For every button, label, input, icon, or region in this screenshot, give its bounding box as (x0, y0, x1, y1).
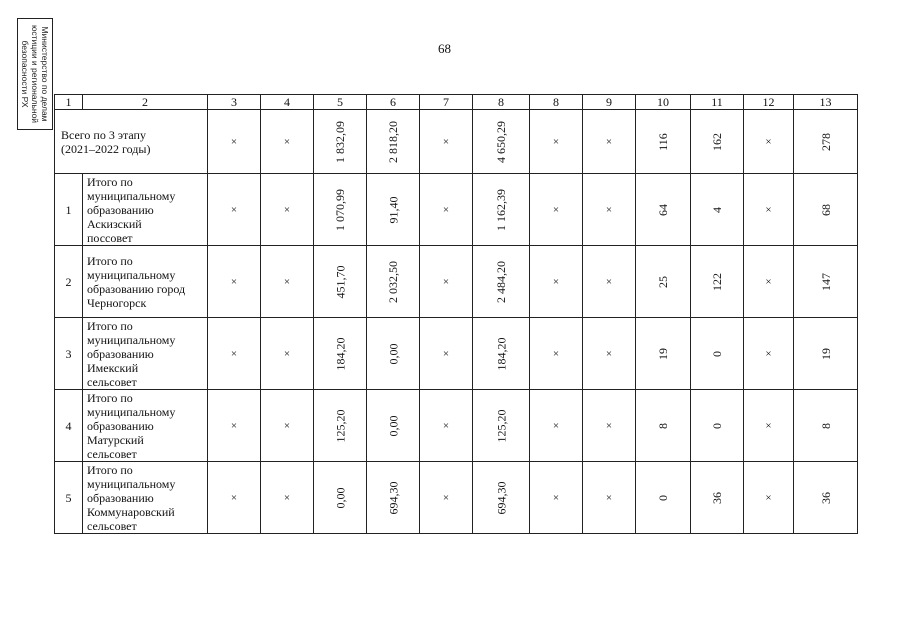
cell-value: 25 (656, 275, 670, 288)
cell-value: 125,20 (494, 409, 508, 442)
column-header: 13 (794, 95, 858, 110)
table-cell (636, 462, 691, 534)
table-cell (208, 174, 261, 246)
not-applicable-mark: × (552, 492, 560, 504)
row-number: 5 (55, 462, 83, 534)
not-applicable-mark: × (230, 492, 238, 504)
cell-value: 162 (710, 132, 724, 151)
cell-value: 1 070,99 (333, 188, 347, 231)
municipality-name (83, 246, 208, 318)
cell-value: 0 (656, 494, 670, 501)
table-cell (691, 246, 744, 318)
row-number: 1 (55, 174, 83, 246)
municipality-name-line: муниципальному (87, 404, 176, 419)
table-cell (794, 390, 858, 462)
cell-value: 0 (710, 422, 724, 429)
table-cell (794, 174, 858, 246)
table-cell (636, 110, 691, 174)
municipality-name-line: поссовет (87, 230, 133, 245)
cell-value: 19 (818, 347, 833, 360)
table-cell (314, 174, 367, 246)
not-applicable-mark: × (283, 136, 291, 148)
municipality-name-line: муниципальному (87, 332, 176, 347)
not-applicable-mark: × (552, 276, 560, 288)
municipality-name-line: Итого по (87, 318, 133, 333)
table-cell (794, 318, 858, 390)
row-number: 2 (55, 246, 83, 318)
municipality-name-line: сельсовет (87, 374, 137, 389)
not-applicable-mark: × (605, 420, 613, 432)
table-cell (530, 318, 583, 390)
table-cell (744, 462, 794, 534)
column-header: 1 (55, 95, 83, 110)
not-applicable-mark: × (442, 348, 450, 360)
table-cell (530, 462, 583, 534)
stamp-line: безопасности РХ (20, 40, 30, 108)
data-table (54, 94, 858, 534)
table-cell (367, 318, 420, 390)
table-cell (794, 462, 858, 534)
table-cell (420, 390, 473, 462)
table-row (55, 174, 858, 246)
table-cell (744, 318, 794, 390)
not-applicable-mark: × (552, 348, 560, 360)
table-cell (530, 174, 583, 246)
table-cell (636, 174, 691, 246)
municipality-name-line: Матурский (87, 432, 144, 447)
municipality-name-line: Итого по (87, 253, 133, 268)
table-cell (420, 246, 473, 318)
table-cell (367, 246, 420, 318)
cell-value: 36 (710, 491, 724, 504)
table-cell (583, 390, 636, 462)
table-cell (367, 110, 420, 174)
table-cell (261, 110, 314, 174)
table-cell (583, 318, 636, 390)
table-cell (583, 110, 636, 174)
table-cell (691, 462, 744, 534)
not-applicable-mark: × (230, 204, 238, 216)
table-cell (314, 110, 367, 174)
cell-value: 125,20 (333, 409, 347, 442)
municipality-name-line: образованию (87, 490, 154, 505)
column-header: 6 (367, 95, 420, 110)
registration-stamp (17, 18, 53, 130)
not-applicable-mark: × (283, 420, 291, 432)
table-cell (583, 246, 636, 318)
municipality-name-line: Итого по (87, 462, 133, 477)
column-header: 4 (261, 95, 314, 110)
municipality-name-line: Итого по (87, 390, 133, 405)
not-applicable-mark: × (283, 204, 291, 216)
cell-value: 184,20 (333, 337, 347, 370)
cell-value: 91,40 (386, 196, 400, 223)
not-applicable-mark: × (230, 348, 238, 360)
table-cell (636, 390, 691, 462)
column-header: 12 (744, 95, 794, 110)
table-row (55, 462, 858, 534)
cell-value: 184,20 (494, 337, 508, 370)
cell-value: 0,00 (386, 415, 400, 436)
column-header: 3 (208, 95, 261, 110)
not-applicable-mark: × (605, 348, 613, 360)
column-header: 10 (636, 95, 691, 110)
table-cell (367, 462, 420, 534)
table-cell (636, 318, 691, 390)
cell-value: 0,00 (333, 487, 347, 508)
municipality-name-line: образованию (87, 346, 154, 361)
not-applicable-mark: × (765, 492, 772, 504)
cell-value: 8 (656, 422, 670, 429)
cell-value: 694,30 (386, 481, 400, 514)
row-number: 4 (55, 390, 83, 462)
municipality-name-line: сельсовет (87, 446, 137, 461)
table-cell (744, 246, 794, 318)
table-cell (473, 246, 530, 318)
table-cell (691, 390, 744, 462)
cell-value: 147 (818, 272, 833, 291)
municipality-name (83, 462, 208, 534)
table-cell (691, 110, 744, 174)
not-applicable-mark: × (442, 136, 450, 148)
table-cell (473, 390, 530, 462)
cell-value: 68 (818, 203, 833, 216)
not-applicable-mark: × (765, 348, 772, 360)
table-cell (420, 318, 473, 390)
municipality-name (83, 174, 208, 246)
table-cell (473, 318, 530, 390)
not-applicable-mark: × (605, 204, 613, 216)
table-cell (314, 390, 367, 462)
not-applicable-mark: × (552, 420, 560, 432)
table-cell (473, 462, 530, 534)
table-cell (420, 462, 473, 534)
municipality-name-line: Итого по (87, 174, 133, 189)
table-cell (261, 462, 314, 534)
not-applicable-mark: × (552, 204, 560, 216)
total-label (55, 110, 208, 174)
cell-value: 8 (818, 422, 833, 429)
cell-value: 2 032,50 (386, 260, 400, 303)
page-number: 68 (438, 41, 451, 56)
not-applicable-mark: × (605, 492, 613, 504)
table-row (55, 246, 858, 318)
table-cell (473, 110, 530, 174)
table-cell (691, 318, 744, 390)
not-applicable-mark: × (765, 420, 772, 432)
cell-value: 0 (710, 350, 724, 357)
cell-value: 2 818,20 (386, 120, 400, 163)
stamp-line: Министерство по делам (40, 26, 50, 122)
not-applicable-mark: × (283, 276, 291, 288)
table-cell (208, 462, 261, 534)
table-cell (314, 246, 367, 318)
municipality-name-line: муниципальному (87, 476, 176, 491)
table-cell (367, 174, 420, 246)
table-cell (473, 174, 530, 246)
cell-value: 278 (818, 132, 833, 151)
column-header: 7 (420, 95, 473, 110)
not-applicable-mark: × (230, 136, 238, 148)
table-cell (691, 174, 744, 246)
municipality-name-line: муниципальному (87, 188, 176, 203)
cell-value: 451,70 (333, 265, 347, 298)
not-applicable-mark: × (442, 420, 450, 432)
cell-value: 0,00 (386, 343, 400, 364)
table-cell (367, 390, 420, 462)
cell-value: 694,30 (494, 481, 508, 514)
cell-value: 4 650,29 (494, 120, 508, 163)
column-header: 9 (583, 95, 636, 110)
not-applicable-mark: × (442, 492, 450, 504)
cell-value: 1 832,09 (333, 120, 347, 163)
not-applicable-mark: × (765, 204, 772, 216)
cell-value: 19 (656, 347, 670, 360)
table-cell (420, 174, 473, 246)
cell-value: 122 (710, 272, 724, 291)
table-cell (583, 462, 636, 534)
table-cell (530, 246, 583, 318)
municipality-name-line: Черногорск (87, 295, 147, 310)
table-cell (530, 390, 583, 462)
not-applicable-mark: × (765, 136, 772, 148)
municipality-name-line: муниципальному (87, 267, 176, 282)
municipality-name-line: образованию (87, 418, 154, 433)
column-header: 11 (691, 95, 744, 110)
municipality-name (83, 318, 208, 390)
table-cell (636, 246, 691, 318)
table-cell (208, 390, 261, 462)
stamp-text (20, 18, 50, 130)
not-applicable-mark: × (605, 276, 613, 288)
table-cell (744, 390, 794, 462)
not-applicable-mark: × (605, 136, 613, 148)
not-applicable-mark: × (283, 492, 291, 504)
column-header: 8 (530, 95, 583, 110)
cell-value: 116 (656, 132, 670, 151)
table-row (55, 390, 858, 462)
municipality-name-line: Коммунаровский (87, 504, 175, 519)
not-applicable-mark: × (230, 420, 238, 432)
cell-value: 2 484,20 (494, 260, 508, 303)
municipality-name-line: образованию (87, 202, 154, 217)
row-number: 3 (55, 318, 83, 390)
total-label-line: (2021–2022 годы) (61, 141, 151, 156)
table-cell (530, 110, 583, 174)
municipality-name-line: Аскизский (87, 216, 142, 231)
not-applicable-mark: × (442, 276, 450, 288)
column-header: 8 (473, 95, 530, 110)
table-cell (261, 390, 314, 462)
not-applicable-mark: × (765, 276, 772, 288)
stamp-line: юстиции и региональной (30, 24, 40, 124)
municipality-name-line: Имекский (87, 360, 139, 375)
table-cell (794, 246, 858, 318)
municipality-name-line: сельсовет (87, 518, 137, 533)
cell-value: 4 (710, 206, 724, 213)
table-row (55, 318, 858, 390)
table-cell (744, 174, 794, 246)
table-cell (208, 246, 261, 318)
table-cell (208, 318, 261, 390)
table-cell (208, 110, 261, 174)
total-label-line: Всего по 3 этапу (61, 127, 146, 142)
table-cell (261, 174, 314, 246)
cell-value: 64 (656, 203, 670, 216)
column-header: 5 (314, 95, 367, 110)
table-cell (314, 318, 367, 390)
table-cell (744, 110, 794, 174)
municipality-name (83, 390, 208, 462)
table-cell (794, 110, 858, 174)
header-row (55, 95, 858, 110)
table-cell (314, 462, 367, 534)
municipality-name-line: образованию город (87, 281, 186, 296)
table-cell (420, 110, 473, 174)
not-applicable-mark: × (442, 204, 450, 216)
table-cell (583, 174, 636, 246)
not-applicable-mark: × (552, 136, 560, 148)
column-header: 2 (83, 95, 208, 110)
table-cell (261, 318, 314, 390)
not-applicable-mark: × (283, 348, 291, 360)
not-applicable-mark: × (230, 276, 238, 288)
cell-value: 36 (818, 491, 833, 504)
table-cell (261, 246, 314, 318)
cell-value: 1 162,39 (494, 188, 508, 231)
total-row (55, 110, 858, 174)
